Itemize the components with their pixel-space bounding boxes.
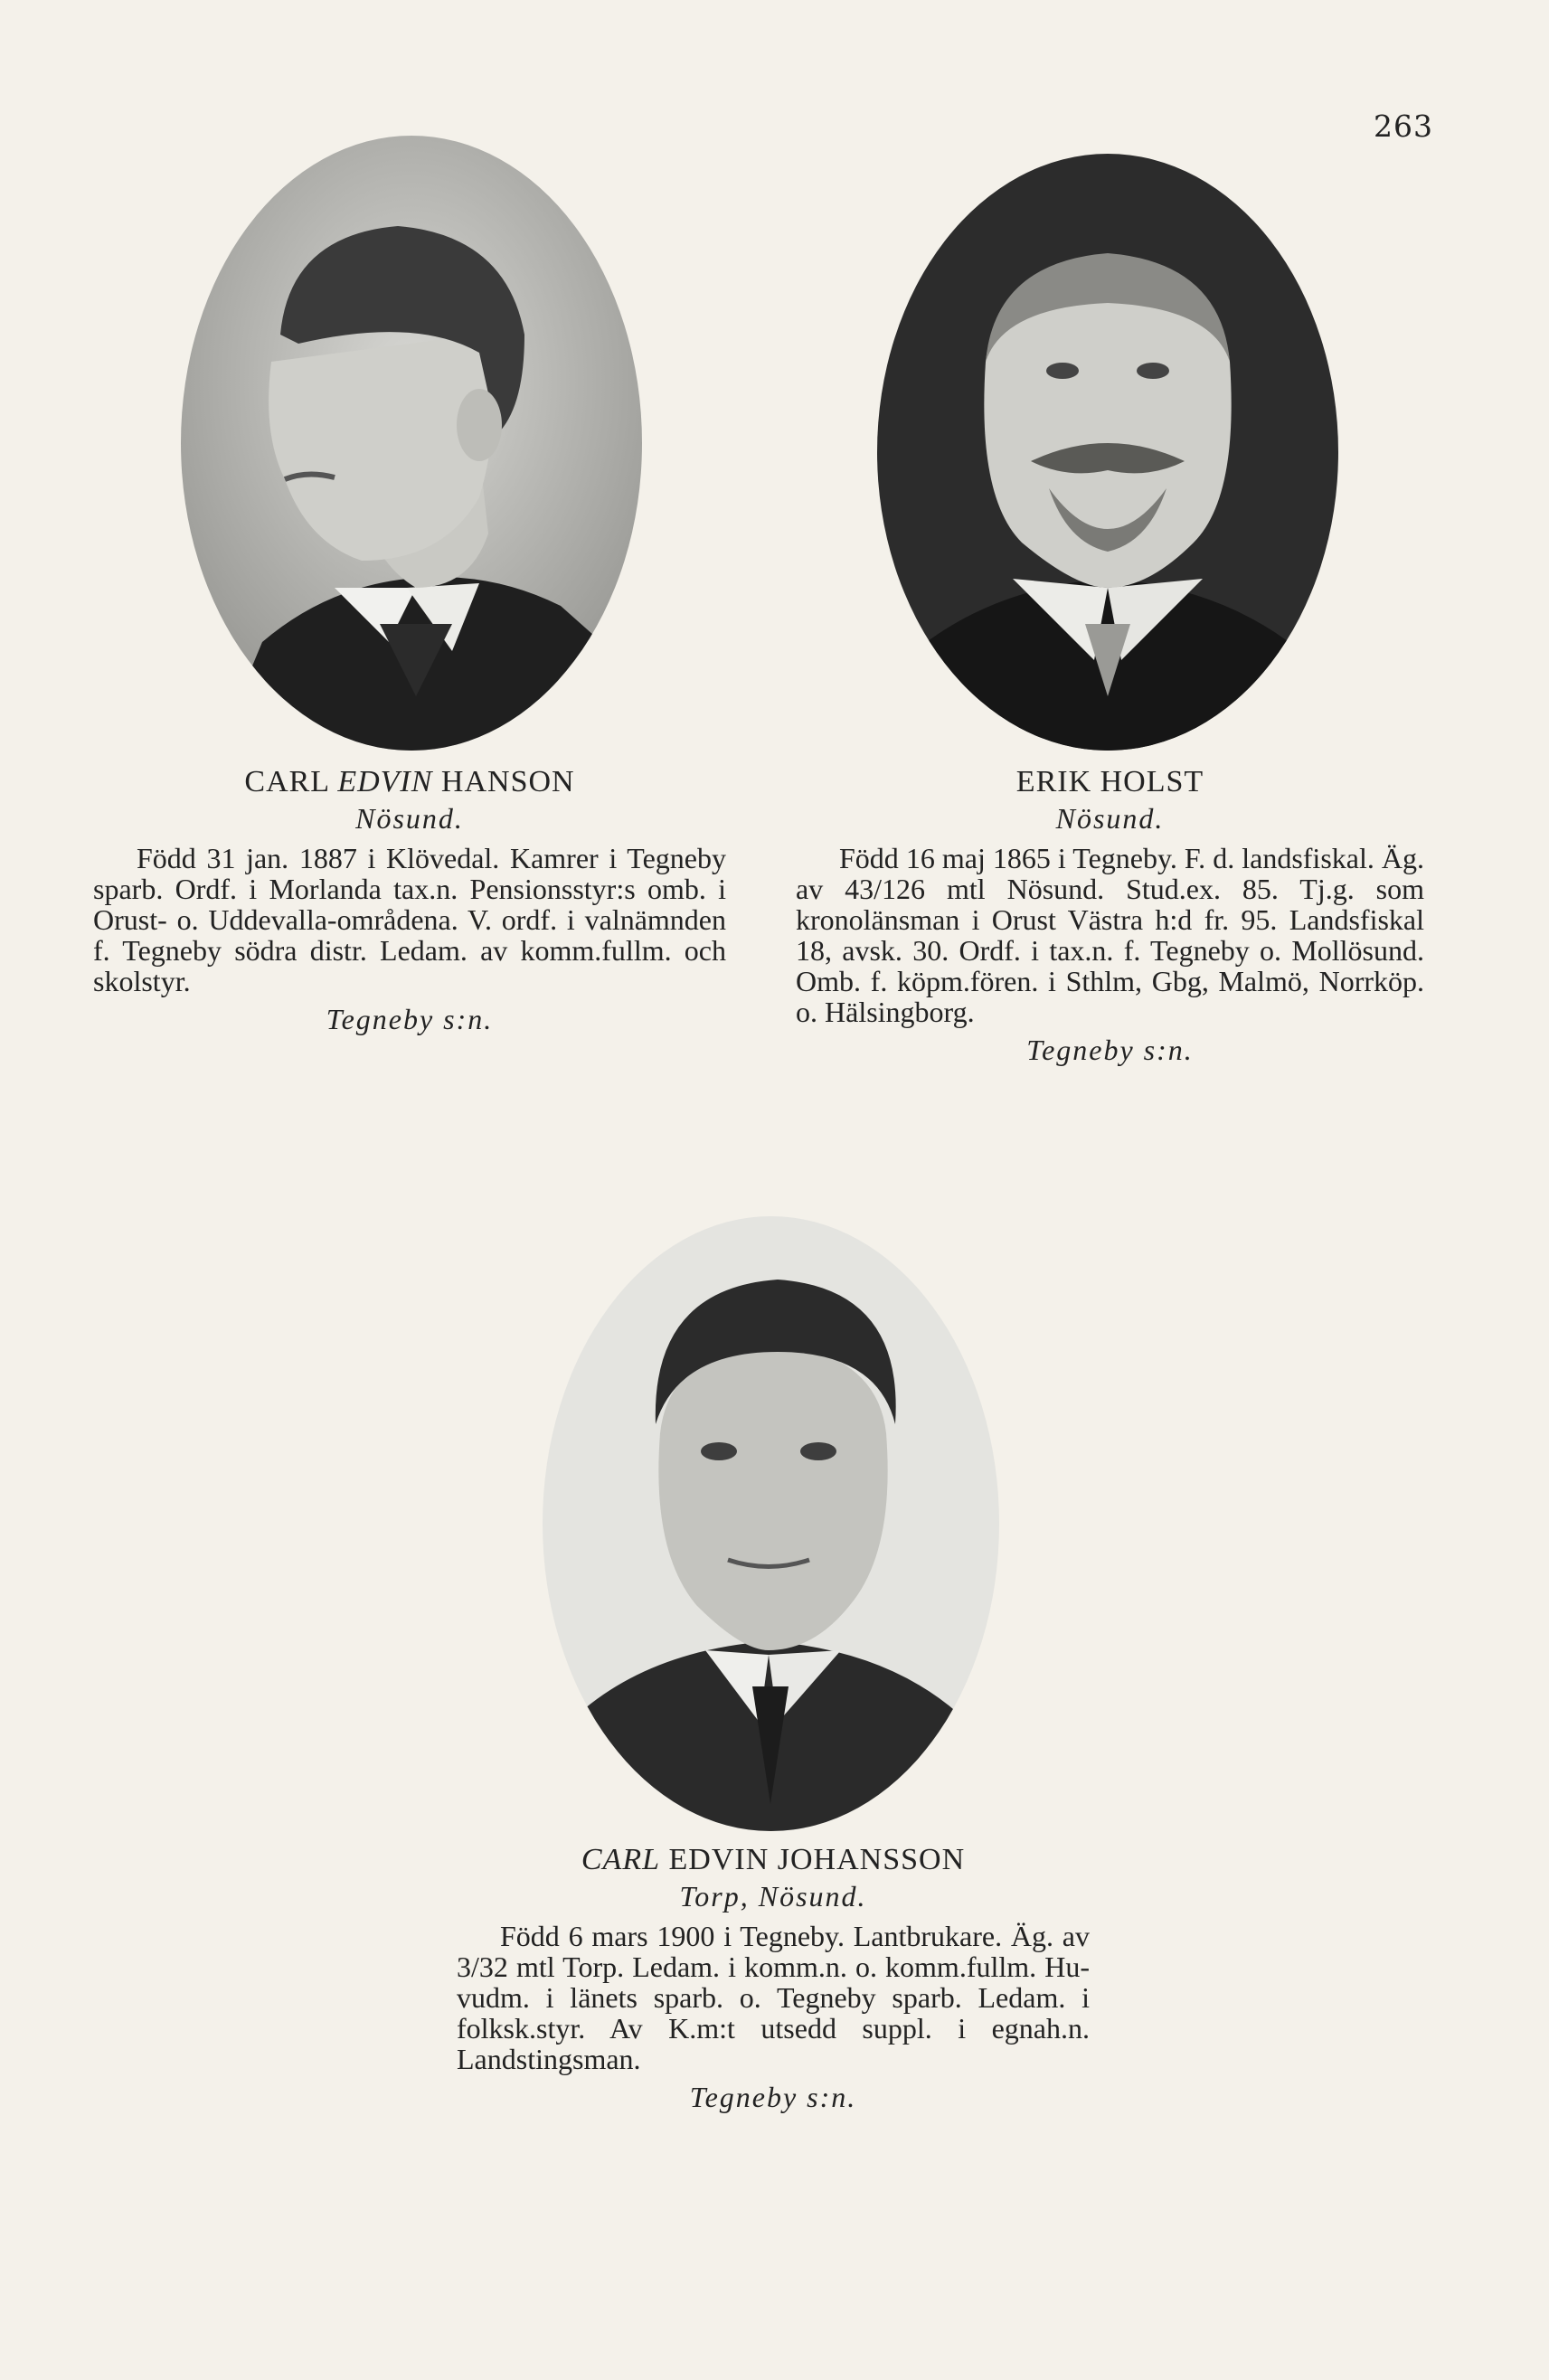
page-number: 263 [1374, 109, 1433, 144]
name-first: CARL [581, 1843, 660, 1876]
portrait-carl-edvin-hanson [181, 136, 642, 751]
portrait-carl-edvin-johansson [543, 1216, 999, 1831]
biography-text: Född 31 jan. 1887 i Klövedal. Kamrer i Tegneby sparb. Ordf. i Morlanda tax.n. Pensionsstyr:s omb. i Orust- o. Uddevalla-områdena. V. ordf. i valnämnden f. Tegneby södra distr. Ledam. av komm.fullm. och skolstyr. [93, 842, 726, 997]
name-first: CARL [244, 765, 329, 798]
person-name [93, 767, 726, 798]
parish: Tegneby s:n. [1026, 1034, 1194, 1066]
residence: Torp, Nösund. [679, 1880, 867, 1912]
residence: Nösund. [1055, 802, 1165, 835]
name-rest: EDVIN JOHANSSON [668, 1843, 966, 1876]
person-name: ERIK HOLST [1015, 765, 1204, 798]
biography-carl-edvin-hanson [93, 767, 726, 1034]
person-name [457, 1845, 1090, 1875]
biography-erik-holst [796, 767, 1424, 1065]
name-last: HANSON [440, 765, 575, 798]
parish: Tegneby s:n. [326, 1003, 494, 1035]
biography-carl-edvin-johansson [457, 1845, 1090, 2112]
residence: Nösund. [355, 802, 464, 835]
biography-text: Född 6 mars 1900 i Tegneby. Lantbrukare. Äg. av 3/32 mtl Torp. Ledam. i komm.n. o. komm.fullm. Huvudm. i länets sparb. o. Tegneby sparb. Ledam. i folksk.styr. Av K.m:t utsedd suppl. i egnah.n. Landstingsman. [457, 1920, 1090, 2075]
parish: Tegneby s:n. [689, 2081, 857, 2113]
portrait-erik-holst [877, 154, 1338, 751]
biography-text: Född 16 maj 1865 i Tegneby. F. d. landsfiskal. Äg. av 43/126 mtl Nösund. Stud.ex. 85. Tj.g. som kronolänsman i Orust Västra h:d fr. 95. Landsfiskal 18, avsk. 30. Ordf. i tax.n. f. Tegneby o. Mollösund. Omb. f. köpm.fören. i Sthlm, Gbg, Malmö, Norrköp. o. Hälsingborg. [796, 842, 1424, 1028]
name-middle: EDVIN [337, 765, 433, 798]
